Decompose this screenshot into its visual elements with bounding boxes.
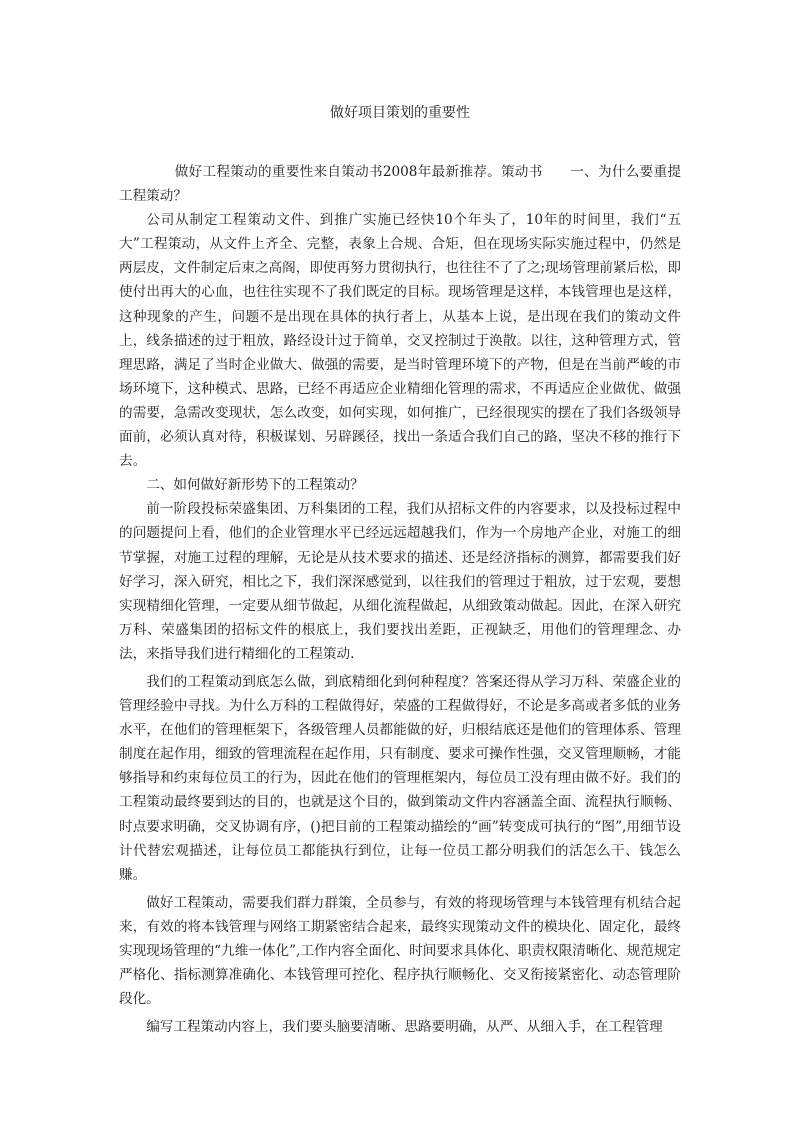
document-body [119, 160, 681, 1039]
paragraph-participation: 做好工程策动，需要我们群力群策，全员参与，有效的将现场管理与本钱管理有机结合起来，有效的将本钱管理与网络工期紧密结合起来，最终实现策动文件的模块化、固定化，最终实现现场管理的“九维一体化”,工作内容全面化、时间要求具体化、职责权限清晰化、规范规定严格化、指标测算准确化、本钱管理可控化、程序执行顺畅化、交叉衔接紧密化、动态管理阶段化。 [119, 894, 681, 1008]
paragraph-bidding: 前一阶段投标荣盛集团、万科集团的工程，我们从招标文件的内容要求，以及投标过程中的问题提问上看，他们的企业管理水平已经远远超越我们，作为一个房地产企业，对施工的细节掌握，对施工过程的理解，无论是从技术要求的描述、还是经济指标的测算，都需要我们好好学习，深入研究，相比之下，我们深深感觉到，以往我们的管理过于粗放，过于宏观，要想实现精细化管理，一定要从细节做起，从细化流程做起，从细致策动做起。因此，在深入研究万科、荣盛集团的招标文件的根底上，我们要找出差距，正视缺乏，用他们的管理理念、办法，来指导我们进行精细化的工程策动. [119, 501, 681, 662]
paragraph-intro: 做好工程策动的重要性来自策动书2008年最新推荐。策动书 一、为什么要重提工程策动？ [119, 164, 681, 205]
section-heading-two: 二、如何做好新形势下的工程策动？ [146, 477, 364, 494]
paragraph-refinement: 我们的工程策动到底怎么做，到底精细化到何种程度？答案还得从学习万科、荣盛企业的管理经验中寻找。为什么万科的工程做得好，荣盛的工程做得好，不论是多高或者多低的业务水平，在他们的管理框架下，各级管理人员都能做的好，归根结底还是他们的管理体系、管理制度在起作用，细致的管理流程在起作用，只有制度、要求可操作性强，交叉管理顺畅，才能够指导和约束每位员工的行为，因此在他们的管理框架内，每位员工没有理由做不好。我们的工程策动最终要到达的目的，也就是这个目的，做到策动文件内容涵盖全面、流程执行顺畅、时点要求明确，交叉协调有序，()把目前的工程策动描绘的“画”转变成可执行的“图”,用细节设计代替宏观描述，让每位员工都能执行到位，让每一位员工都分明我们的活怎么干、钱怎么赚。 [119, 673, 681, 883]
paragraph-writing: 编写工程策动内容上，我们要头脑要清晰、思路要明确，从严、从细入手，在工程管理 [146, 1019, 663, 1036]
paragraph-background: 公司从制定工程策动文件、到推广实施已经快10个年头了，10年的时间里，我们“五大”工程策动，从文件上齐全、完整，表象上合规、合矩，但在现场实际实施过程中，仍然是两层皮，文件制定后束之高阁，即使再努力贯彻执行，也往往不了了之;现场管理前紧后松，即使付出再大的心血，也往往实现不了我们既定的目标。现场管理是这样，本钱管理也是这样，这种现象的产生，问题不是出现在具体的执行者上，从基本上说，是出现在我们的策动文件上，线条描述的过于粗放，路经设计过于简单，交叉控制过于涣散。以往，这种管理方式，管理思路，满足了当时企业做大、做强的需要，是当时管理环境下的产物，但是在当前严峻的市场环境下，这种模式、思路，已经不再适应企业精细化管理的需求，不再适应企业做优、做强的需要，急需改变现状，怎么改变，如何实现，如何推广，已经很现实的摆在了我们各级领导面前，必须认真对待，积极谋划、另辟蹊径，找出一条适合我们自己的路，坚决不移的推行下去。 [119, 212, 681, 470]
document-title: 做好项目策划的重要性 [330, 105, 470, 121]
